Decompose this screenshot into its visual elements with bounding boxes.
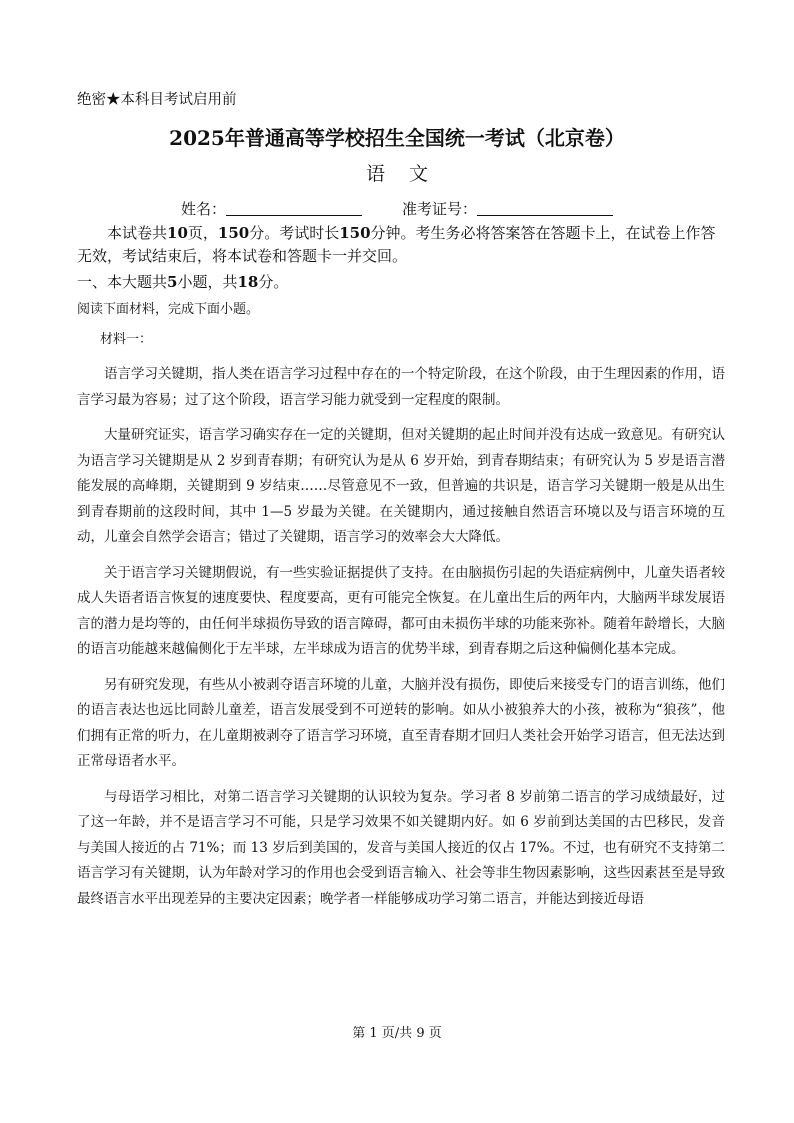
page-footer: 第 1 页/共 9 页: [352, 1026, 442, 1041]
reading-instruction: 阅读下面材料，完成下面小题。: [77, 302, 260, 317]
name-blank[interactable]: [226, 199, 362, 216]
section-question-count: 5: [167, 273, 178, 291]
notice-page-count: 10: [167, 224, 188, 242]
candidate-info: [0, 198, 794, 220]
notice-text: 分。考试时长: [249, 224, 340, 242]
notice-score: 150: [217, 224, 250, 242]
id-label: 准考证号：: [402, 200, 478, 218]
notice-text: 分钟。考生务必将答案答在答题卡上，在试卷上作答无效，考试结束后，将本试卷和答题卡一并交回。: [77, 224, 716, 265]
section-text: 一、本大题共: [77, 273, 168, 291]
id-blank[interactable]: [477, 199, 613, 216]
section-heading: [77, 271, 288, 294]
paragraph: 关于语言学习关键期假说，有一些实验证据提供了支持。在由脑损伤引起的失语症病例中，儿童失语者较成人失语者语言恢复的速度要快、程度要高，更有可能完全恢复。在儿童出生后的两年内，大脑两半球发展语言的潜力是均等的，由任何半球损伤导致的语言障碍，都可由未损伤半球的功能来弥补。随着年龄增长，大脑的语言功能越来越偏侧化于左半球，左半球成为语言的优势半球，到青春期之后这种偏侧化基本完成。: [77, 564, 725, 657]
notice-text: 页，: [187, 224, 218, 242]
paragraph: 与母语学习相比，对第二语言学习关键期的认识较为复杂。学习者 8 岁前第二语言的学习成绩最好，过了这一年龄，并不是语言学习不可能，只是学习效果不如关键期内好。如 6 岁前到达美国的古巴移民，发音与美国人接近的占 71%；而 13 岁后到美国的，发音与美国人接近的仅占 17%。不过，也有研究不支持第二语言学习有关键期，认为年龄对学习的作用也会受到语言输入、社会等非生物因素影响，这些因素甚至是导致最终语言水平出现差异的主要决定因素；晚学者一样能够成功学习第二语言，并能达到接近母语: [77, 788, 725, 907]
exam-title: 2025年普通高等学校招生全国统一考试（北京卷）: [169, 126, 625, 150]
exam-notice: [77, 222, 725, 268]
notice-duration: 150: [339, 224, 371, 242]
section-text: 分。: [258, 273, 289, 291]
material-label: 材料一：: [100, 332, 153, 347]
paragraph: 大量研究证实，语言学习确实存在一定的关键期，但对关键期的起止时间并没有达成一致意见。有研究认为语言学习关键期是从 2 岁到青春期；有研究认为是从 6 岁开始，到青春期结束；有研究认为 5 岁是语言潜能发展的高峰期，关键期到 9 岁结束……尽管意见不一致，但普遍的共识是，语言学习关键期一般是从出生到青春期前的这段时间，其中 1—5 岁最为关键。在关键期内，通过接触自然语言环境以及与语言环境的互动，儿童会自然学会语言；错过了关键期，语言学习的效率会大大降低。: [77, 427, 725, 545]
subject-title: 语文: [365, 163, 452, 185]
confidential-label: 绝密★本科目考试启用前: [77, 92, 237, 108]
notice-text: 本试卷共: [107, 224, 168, 242]
section-score: 18: [237, 273, 259, 291]
name-label: 姓名：: [180, 200, 226, 218]
material-text: [77, 362, 725, 922]
paragraph: 另有研究发现，有些从小被剥夺语言环境的儿童，大脑并没有损伤，即使后来接受专门的语言训练，他们的语言表达也远比同龄儿童差，语言发展受到不可逆转的影响。如从小被狼养大的小孩，被称为“狼孩”，他们拥有正常的听力，在儿童期被剥夺了语言学习环境，直至青春期才回归人类社会开始学习语言，但无法达到正常母语者水平。: [77, 676, 725, 769]
paragraph: 语言学习关键期，指人类在语言学习过程中存在的一个特定阶段，在这个阶段，由于生理因素的作用，语言学习最为容易；过了这个阶段，语言学习能力就受到一定程度的限制。: [77, 366, 725, 408]
section-text: 小题，共: [177, 273, 238, 291]
